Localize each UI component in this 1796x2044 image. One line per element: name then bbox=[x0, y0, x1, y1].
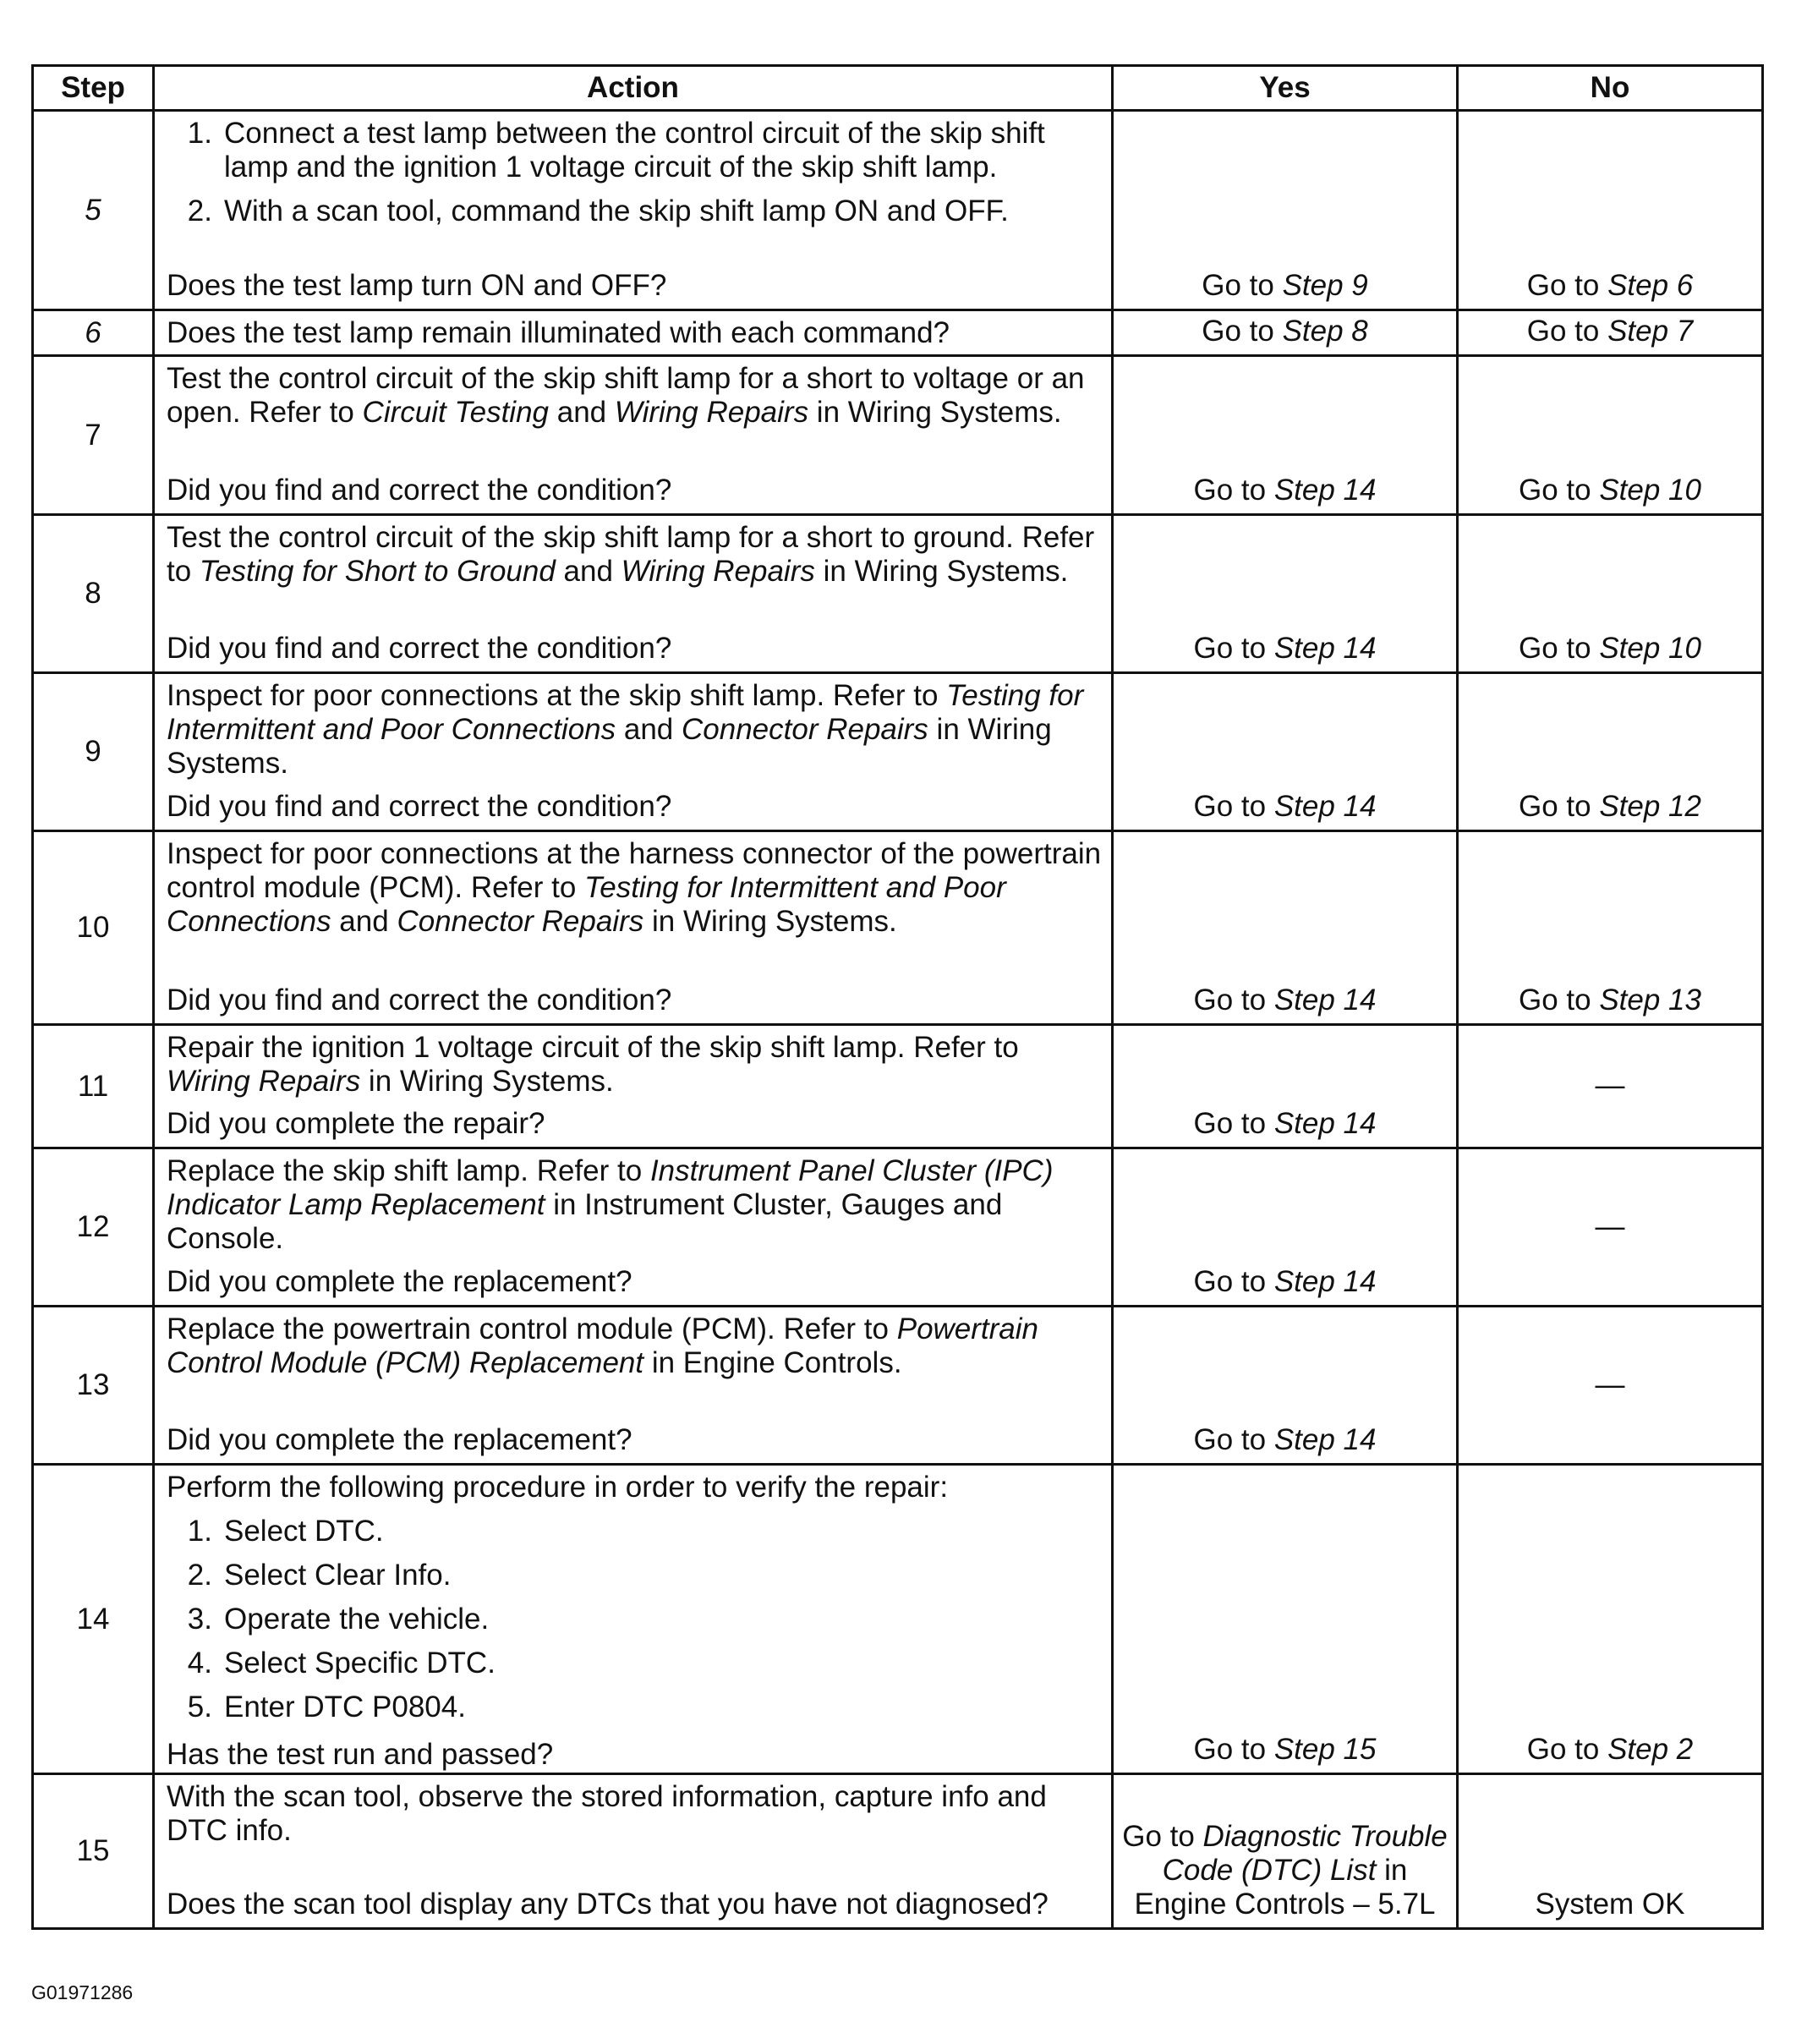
list-item-text: Select Clear Info. bbox=[224, 1559, 452, 1592]
not-applicable-dash: — bbox=[1595, 1069, 1625, 1102]
step-number: 10 bbox=[33, 831, 154, 1025]
action-question: Did you find and correct the condition? bbox=[167, 474, 672, 507]
spacer bbox=[167, 238, 1103, 266]
goto-step-ref: Step 14 bbox=[1273, 984, 1377, 1017]
yes-content bbox=[1119, 1312, 1451, 1457]
goto-prefix: Go to bbox=[1526, 1733, 1608, 1766]
goto-step-ref: Step 8 bbox=[1282, 315, 1368, 348]
action-instruction bbox=[167, 362, 1103, 430]
list-item-text: Select Specific DTC. bbox=[224, 1647, 496, 1680]
action-content bbox=[167, 362, 1103, 507]
yes-goto bbox=[1119, 790, 1451, 824]
procedure-list bbox=[167, 117, 1103, 238]
no-cell bbox=[1458, 1148, 1763, 1307]
action-question: Has the test run and passed? bbox=[167, 1738, 554, 1771]
no-goto bbox=[1464, 1733, 1756, 1767]
spacer bbox=[167, 1380, 1103, 1420]
action-content bbox=[167, 117, 1103, 303]
reference-link-text: Circuit Testing bbox=[362, 396, 550, 429]
instruction-text: and bbox=[331, 905, 397, 938]
no-content bbox=[1464, 679, 1756, 824]
table-row bbox=[33, 111, 1763, 310]
no-content bbox=[1464, 1780, 1756, 1921]
list-item-text: Enter DTC P0804. bbox=[224, 1691, 466, 1723]
action-content bbox=[167, 1312, 1103, 1457]
list-item-number: 2. bbox=[187, 195, 212, 227]
action-content bbox=[167, 1471, 1103, 1771]
list-item-number: 4. bbox=[187, 1647, 212, 1680]
yes-goto bbox=[1119, 1107, 1451, 1141]
step-number: 11 bbox=[33, 1025, 154, 1148]
yes-content bbox=[1119, 1031, 1451, 1141]
step-number: 6 bbox=[33, 310, 154, 356]
no-cell bbox=[1458, 1465, 1763, 1774]
goto-step-ref: Step 14 bbox=[1273, 474, 1377, 507]
action-instruction bbox=[167, 1471, 1103, 1504]
action-question: Does the scan tool display any DTCs that you have not diagnosed? bbox=[167, 1888, 1049, 1921]
action-question: Did you find and correct the condition? bbox=[167, 632, 672, 665]
yes-cell bbox=[1113, 1148, 1458, 1307]
goto-doc-ref: Diagnostic Trouble Code (DTC) List bbox=[1162, 1820, 1448, 1887]
table-row bbox=[33, 831, 1763, 1025]
spacer bbox=[167, 1848, 1103, 1884]
yes-content bbox=[1119, 117, 1451, 303]
yes-cell bbox=[1113, 111, 1458, 310]
yes-cell bbox=[1113, 1307, 1458, 1465]
goto-prefix: Go to bbox=[1526, 315, 1608, 348]
yes-content bbox=[1119, 1780, 1451, 1921]
no-cell bbox=[1458, 310, 1763, 356]
step-number: 5 bbox=[33, 111, 154, 310]
goto-prefix: Go to bbox=[1193, 1265, 1274, 1298]
goto-prefix: Go to bbox=[1193, 984, 1274, 1017]
no-content bbox=[1464, 316, 1756, 348]
yes-cell bbox=[1113, 1465, 1458, 1774]
table-row bbox=[33, 356, 1763, 515]
action-question: Did you complete the replacement? bbox=[167, 1265, 632, 1298]
list-item bbox=[167, 1559, 1103, 1592]
spacer bbox=[167, 781, 1103, 786]
table-row bbox=[33, 1025, 1763, 1148]
step-number: 13 bbox=[33, 1307, 154, 1465]
yes-cell bbox=[1113, 515, 1458, 673]
action-cell bbox=[154, 673, 1113, 831]
spacer bbox=[167, 939, 1103, 980]
diagnostic-table bbox=[31, 64, 1764, 1930]
yes-goto bbox=[1119, 474, 1451, 507]
action-content bbox=[167, 1780, 1103, 1921]
yes-goto bbox=[1119, 1423, 1451, 1457]
list-item-number: 5. bbox=[187, 1691, 212, 1723]
table-row bbox=[33, 1148, 1763, 1307]
yes-content bbox=[1119, 362, 1451, 507]
no-goto bbox=[1464, 269, 1756, 303]
list-item-text: Select DTC. bbox=[224, 1515, 384, 1548]
instruction-text: Inspect for poor connections at the skip shift lamp. Refer to bbox=[167, 679, 947, 712]
goto-step-ref: Step 6 bbox=[1607, 269, 1694, 302]
instruction-text: With the scan tool, observe the stored information, capture info and DTC info. bbox=[167, 1780, 1047, 1847]
goto-prefix: Go to bbox=[1193, 632, 1274, 665]
goto-step-ref: Step 14 bbox=[1273, 1265, 1377, 1298]
list-item-text: Connect a test lamp between the control circuit of the skip shift lamp and the ignition 1 voltage circuit of the skip shift lamp. bbox=[224, 117, 1045, 184]
goto-step-ref: Step 9 bbox=[1282, 269, 1368, 302]
list-item-text: Operate the vehicle. bbox=[224, 1603, 490, 1636]
yes-content bbox=[1119, 679, 1451, 824]
header-no: No bbox=[1458, 66, 1763, 111]
list-item bbox=[167, 195, 1103, 228]
step-number: 8 bbox=[33, 515, 154, 673]
step-number: 14 bbox=[33, 1465, 154, 1774]
step-number: 12 bbox=[33, 1148, 154, 1307]
goto-step-ref: Step 14 bbox=[1273, 790, 1377, 823]
instruction-text: in Wiring Systems. bbox=[360, 1065, 614, 1098]
goto-step-ref: Step 14 bbox=[1273, 1423, 1377, 1456]
action-instruction bbox=[167, 1312, 1103, 1380]
goto-step-ref: Step 14 bbox=[1273, 1107, 1377, 1140]
yes-cell bbox=[1113, 1774, 1458, 1929]
goto-prefix: Go to bbox=[1193, 1423, 1274, 1456]
reference-link-text: Connector Repairs bbox=[682, 713, 928, 746]
reference-link-text: Instrument Panel Cluster (IPC) Indicator Lamp Replacement bbox=[167, 1154, 1054, 1221]
yes-content bbox=[1119, 521, 1451, 666]
instruction-text: in Wiring Systems. bbox=[167, 713, 1052, 780]
yes-cell bbox=[1113, 310, 1458, 356]
no-cell bbox=[1458, 356, 1763, 515]
no-cell bbox=[1458, 831, 1763, 1025]
action-cell bbox=[154, 356, 1113, 515]
yes-cell bbox=[1113, 673, 1458, 831]
goto-step-ref: Step 14 bbox=[1273, 632, 1377, 665]
reference-link-text: Wiring Repairs bbox=[614, 396, 809, 429]
instruction-text: in Instrument Cluster, Gauges and Console. bbox=[167, 1188, 1003, 1255]
goto-prefix: Go to bbox=[1519, 632, 1600, 665]
action-instruction bbox=[167, 837, 1103, 939]
table-row bbox=[33, 1307, 1763, 1465]
result-text: System OK bbox=[1535, 1888, 1685, 1921]
list-item bbox=[167, 1603, 1103, 1636]
action-cell bbox=[154, 111, 1113, 310]
list-item-number: 1. bbox=[187, 1515, 212, 1548]
goto-text: Go to bbox=[1122, 1820, 1203, 1853]
step-number: 9 bbox=[33, 673, 154, 831]
instruction-text: in Wiring Systems. bbox=[814, 555, 1069, 588]
no-cell bbox=[1458, 111, 1763, 310]
action-cell bbox=[154, 1025, 1113, 1148]
spacer bbox=[167, 1099, 1103, 1104]
instruction-text: and bbox=[549, 396, 615, 429]
no-goto bbox=[1464, 790, 1756, 824]
action-question: Did you find and correct the condition? bbox=[167, 790, 672, 823]
instruction-text: Perform the following procedure in order to verify the repair: bbox=[167, 1471, 949, 1504]
yes-goto bbox=[1119, 1265, 1451, 1299]
figure-id: G01971286 bbox=[31, 1981, 134, 2003]
action-question: Did you complete the repair? bbox=[167, 1107, 545, 1140]
reference-link-text: Testing for Short to Ground bbox=[199, 555, 556, 588]
yes-goto bbox=[1119, 1733, 1451, 1767]
instruction-text: in Wiring Systems. bbox=[643, 905, 897, 938]
action-content bbox=[167, 837, 1103, 1017]
goto-prefix: Go to bbox=[1193, 474, 1274, 507]
goto-prefix: Go to bbox=[1202, 269, 1283, 302]
reference-link-text: Powertrain Control Module (PCM) Replacement bbox=[167, 1312, 1039, 1379]
instruction-text: Repair the ignition 1 voltage circuit of the skip shift lamp. Refer to bbox=[167, 1031, 1019, 1064]
not-applicable-dash: — bbox=[1595, 1367, 1625, 1401]
goto-step-ref: Step 2 bbox=[1607, 1733, 1694, 1766]
reference-link-text: Wiring Repairs bbox=[167, 1065, 361, 1098]
goto-prefix: Go to bbox=[1202, 315, 1283, 348]
no-cell bbox=[1458, 1025, 1763, 1148]
goto-step-ref: Step 10 bbox=[1599, 474, 1701, 507]
list-item bbox=[167, 1647, 1103, 1680]
instruction-text: Inspect for poor connections at the harness connector of the powertrain control module (PCM). Refer to bbox=[167, 837, 1102, 904]
no-cell bbox=[1458, 515, 1763, 673]
no-cell bbox=[1458, 1774, 1763, 1929]
spacer bbox=[167, 1256, 1103, 1262]
yes-content bbox=[1119, 1471, 1451, 1767]
instruction-text: in Engine Controls. bbox=[643, 1346, 902, 1379]
instruction-text: and bbox=[616, 713, 682, 746]
action-instruction bbox=[167, 1154, 1103, 1256]
no-goto bbox=[1464, 984, 1756, 1017]
yes-goto bbox=[1119, 315, 1451, 348]
table-row bbox=[33, 310, 1763, 356]
yes-cell bbox=[1113, 831, 1458, 1025]
yes-cell bbox=[1113, 356, 1458, 515]
header-action: Action bbox=[154, 66, 1113, 111]
reference-link-text: Testing for Intermittent and Poor Connections bbox=[167, 679, 1084, 746]
action-cell bbox=[154, 1148, 1113, 1307]
header-yes: Yes bbox=[1113, 66, 1458, 111]
action-content bbox=[167, 1154, 1103, 1299]
list-item bbox=[167, 1515, 1103, 1548]
goto-step-ref: Step 15 bbox=[1273, 1733, 1377, 1766]
step-number: 7 bbox=[33, 356, 154, 515]
instruction-text: Test the control circuit of the skip shift lamp for a short to voltage or an open. Refer to bbox=[167, 362, 1085, 429]
reference-link-text: Testing for Intermittent and Poor Connections bbox=[167, 871, 1006, 938]
header-row bbox=[33, 66, 1763, 111]
goto-step-ref: Step 12 bbox=[1599, 790, 1701, 823]
action-instruction bbox=[167, 679, 1103, 781]
spacer bbox=[167, 589, 1103, 628]
no-cell bbox=[1458, 673, 1763, 831]
yes-content bbox=[1119, 837, 1451, 1017]
no-cell bbox=[1458, 1307, 1763, 1465]
instruction-text: in Wiring Systems. bbox=[808, 396, 1062, 429]
yes-content bbox=[1119, 1154, 1451, 1299]
no-content bbox=[1464, 117, 1756, 303]
action-instruction bbox=[167, 521, 1103, 589]
yes-cell bbox=[1113, 1025, 1458, 1148]
list-item-number: 2. bbox=[187, 1559, 212, 1592]
table-row bbox=[33, 673, 1763, 831]
goto-prefix: Go to bbox=[1193, 1107, 1274, 1140]
procedure-list bbox=[167, 1515, 1103, 1734]
yes-content bbox=[1119, 316, 1451, 348]
list-item-text: With a scan tool, command the skip shift lamp ON and OFF. bbox=[224, 195, 1009, 227]
goto-step-ref: Step 7 bbox=[1607, 315, 1694, 348]
header-step: Step bbox=[33, 66, 154, 111]
instruction-text: and bbox=[555, 555, 621, 588]
yes-goto bbox=[1119, 1820, 1451, 1921]
reference-link-text: Connector Repairs bbox=[397, 905, 644, 938]
instruction-text: Replace the skip shift lamp. Refer to bbox=[167, 1154, 650, 1187]
no-goto bbox=[1464, 474, 1756, 507]
goto-prefix: Go to bbox=[1526, 269, 1608, 302]
list-item bbox=[167, 1691, 1103, 1724]
goto-prefix: Go to bbox=[1519, 984, 1600, 1017]
action-cell bbox=[154, 1307, 1113, 1465]
action-instruction bbox=[167, 1780, 1103, 1848]
action-cell bbox=[154, 1774, 1113, 1929]
spacer bbox=[167, 430, 1103, 470]
instruction-text: Replace the powertrain control module (PCM). Refer to bbox=[167, 1312, 897, 1345]
action-content bbox=[167, 521, 1103, 666]
list-item bbox=[167, 117, 1103, 184]
no-goto bbox=[1464, 315, 1756, 348]
no-content bbox=[1464, 362, 1756, 507]
action-question: Does the test lamp turn ON and OFF? bbox=[167, 269, 667, 302]
no-content bbox=[1464, 837, 1756, 1017]
list-item-number: 3. bbox=[187, 1603, 212, 1636]
goto-step-ref: Step 13 bbox=[1599, 984, 1701, 1017]
goto-step-ref: Step 10 bbox=[1599, 632, 1701, 665]
action-instruction bbox=[167, 1031, 1103, 1099]
goto-prefix: Go to bbox=[1193, 790, 1274, 823]
step-number: 15 bbox=[33, 1774, 154, 1929]
goto-text: in Engine Controls – 5.7L bbox=[1134, 1854, 1436, 1921]
yes-goto bbox=[1119, 269, 1451, 303]
goto-prefix: Go to bbox=[1519, 790, 1600, 823]
goto-prefix: Go to bbox=[1193, 1733, 1274, 1766]
reference-link-text: Wiring Repairs bbox=[621, 555, 815, 588]
action-cell bbox=[154, 1465, 1113, 1774]
action-cell bbox=[154, 831, 1113, 1025]
action-question: Did you complete the replacement? bbox=[167, 1423, 632, 1456]
action-cell bbox=[154, 310, 1113, 356]
list-item-number: 1. bbox=[187, 117, 212, 150]
no-goto bbox=[1464, 632, 1756, 666]
table-row bbox=[33, 1465, 1763, 1774]
not-applicable-dash: — bbox=[1595, 1209, 1625, 1243]
yes-goto bbox=[1119, 984, 1451, 1017]
table-row bbox=[33, 1774, 1763, 1929]
yes-goto bbox=[1119, 632, 1451, 666]
action-content bbox=[167, 316, 1103, 348]
instruction-text: Test the control circuit of the skip shift lamp for a short to ground. Refer to bbox=[167, 521, 1095, 588]
table-row bbox=[33, 515, 1763, 673]
no-content bbox=[1464, 521, 1756, 666]
action-cell bbox=[154, 515, 1113, 673]
action-content bbox=[167, 679, 1103, 824]
action-question: Did you find and correct the condition? bbox=[167, 984, 672, 1017]
no-content bbox=[1464, 1471, 1756, 1767]
goto-prefix: Go to bbox=[1519, 474, 1600, 507]
action-question: Does the test lamp remain illuminated with each command? bbox=[167, 316, 950, 349]
action-content bbox=[167, 1031, 1103, 1141]
